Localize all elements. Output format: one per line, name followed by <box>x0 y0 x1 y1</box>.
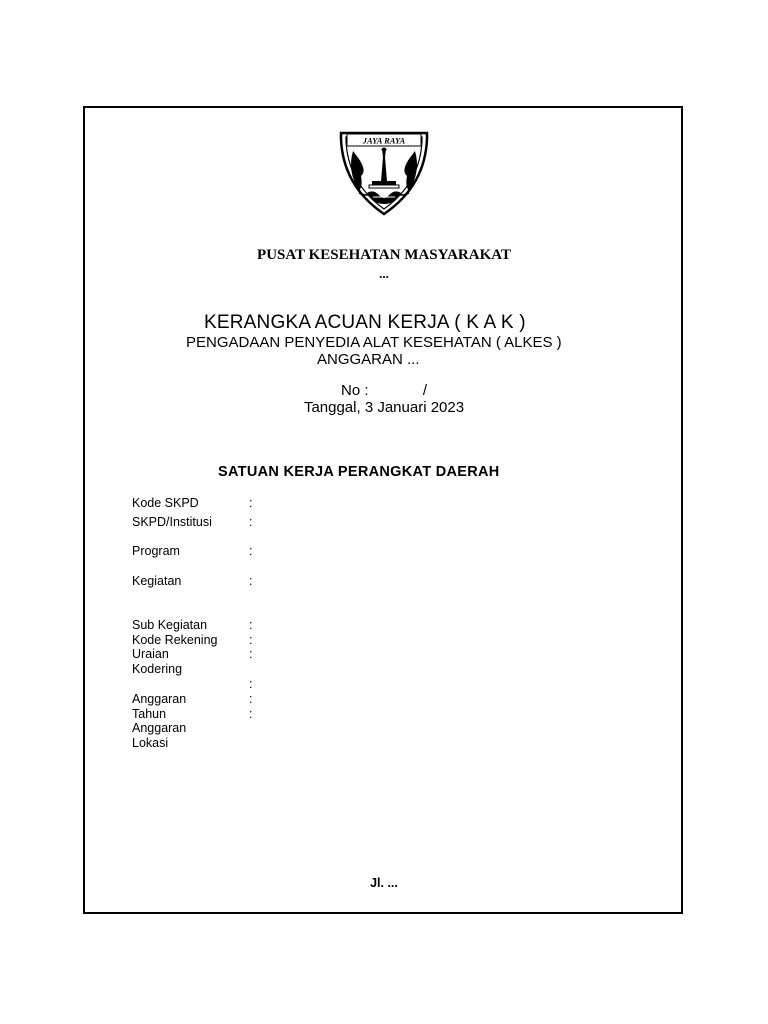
jaya-raya-emblem <box>337 131 431 216</box>
field-label: Uraian <box>132 647 169 661</box>
field-label: Kodering <box>132 662 183 676</box>
document-subtitle-2: ANGGARAN ... <box>317 351 420 368</box>
field-separator: : <box>249 633 253 647</box>
document-number <box>341 382 427 399</box>
field-label: Kode SKPD <box>132 496 199 510</box>
field-label: Kode Rekening <box>132 633 218 647</box>
field-separator: : <box>249 707 253 721</box>
field-separator: : <box>249 692 253 706</box>
field-separator: : <box>249 544 253 558</box>
document-date: Tanggal, 3 Januari 2023 <box>303 399 465 416</box>
number-label: No : <box>341 382 369 399</box>
field-label: Anggaran <box>132 721 187 735</box>
field-label: Sub Kegiatan <box>132 618 208 632</box>
field-label: Anggaran <box>132 692 187 706</box>
field-separator: : <box>249 574 253 588</box>
field-label: Lokasi <box>132 736 169 750</box>
field-label: Kegiatan <box>132 574 182 588</box>
document-title: KERANGKA ACUAN KERJA ( K A K ) <box>204 312 526 333</box>
field-separator: : <box>249 515 253 529</box>
field-separator: : <box>249 496 253 510</box>
emblem-motto: JAYA RAYA <box>362 135 406 146</box>
field-separator: : <box>249 677 253 691</box>
number-separator: / <box>422 382 428 399</box>
organization-name: PUSAT KESEHATAN MASYARAKAT <box>257 247 511 263</box>
field-label: SKPD/Institusi <box>132 515 212 529</box>
field-label: Program <box>132 544 180 558</box>
field-separator: : <box>249 618 253 632</box>
section-title: SATUAN KERJA PERANGKAT DAERAH <box>218 464 500 480</box>
field-separator: : <box>249 647 253 661</box>
document-subtitle-1: PENGADAAN PENYEDIA ALAT KESEHATAN ( ALKES ) <box>186 334 562 351</box>
footer-address: Jl. ... <box>370 876 398 890</box>
field-label: Tahun <box>132 707 167 721</box>
organization-suffix: ... <box>379 266 389 281</box>
